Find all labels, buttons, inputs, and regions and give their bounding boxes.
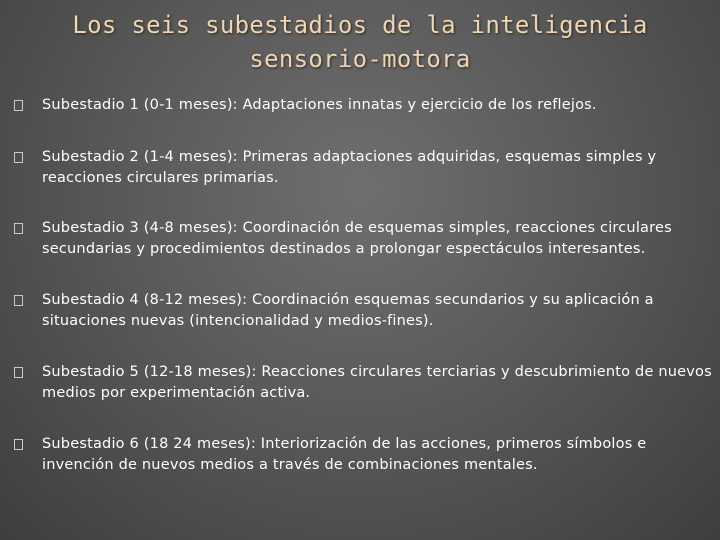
bullet-text: Subestadio 1 (0-1 meses): Adaptaciones innatas y ejercicio de los reflejos. (42, 97, 597, 113)
bullet-item-subestadio-5 (14, 362, 714, 404)
bullet-item-subestadio-1 (14, 95, 714, 116)
square-bullet-icon (14, 295, 23, 306)
bullet-item-subestadio-6 (14, 434, 714, 476)
bullet-item-subestadio-2 (14, 147, 714, 189)
slide-title-line-2: sensorio-motora (249, 45, 471, 73)
square-bullet-icon (14, 152, 23, 163)
bullet-text: Subestadio 2 (1-4 meses): Primeras adaptaciones adquiridas, esquemas simples y reacciones circulares primarias. (42, 149, 657, 186)
slide-title-line-1: Los seis subestadios de la inteligencia (72, 11, 648, 39)
bullet-item-subestadio-4 (14, 290, 714, 332)
bullet-text: Subestadio 4 (8-12 meses): Coordinación esquemas secundarios y su aplicación a situaciones nuevas (intencionalidad y medios-fines). (42, 292, 654, 329)
bullet-text: Subestadio 6 (18 24 meses): Interiorización de las acciones, primeros símbolos e invención de nuevos medios a través de combinaciones mentales. (42, 436, 647, 473)
bullet-text: Subestadio 5 (12-18 meses): Reacciones circulares terciarias y descubrimiento de nuevos medios por experimentación activa. (42, 364, 712, 401)
bullet-text: Subestadio 3 (4-8 meses): Coordinación de esquemas simples, reacciones circulares secundarias y procedimientos destinados a prolongar espectáculos interesantes. (42, 220, 672, 257)
bullet-list (14, 90, 714, 476)
bullet-item-subestadio-3 (14, 218, 714, 260)
square-bullet-icon (14, 367, 23, 378)
square-bullet-icon (14, 223, 23, 234)
square-bullet-icon (14, 439, 23, 450)
slide-title (60, 8, 660, 76)
square-bullet-icon (14, 100, 23, 111)
